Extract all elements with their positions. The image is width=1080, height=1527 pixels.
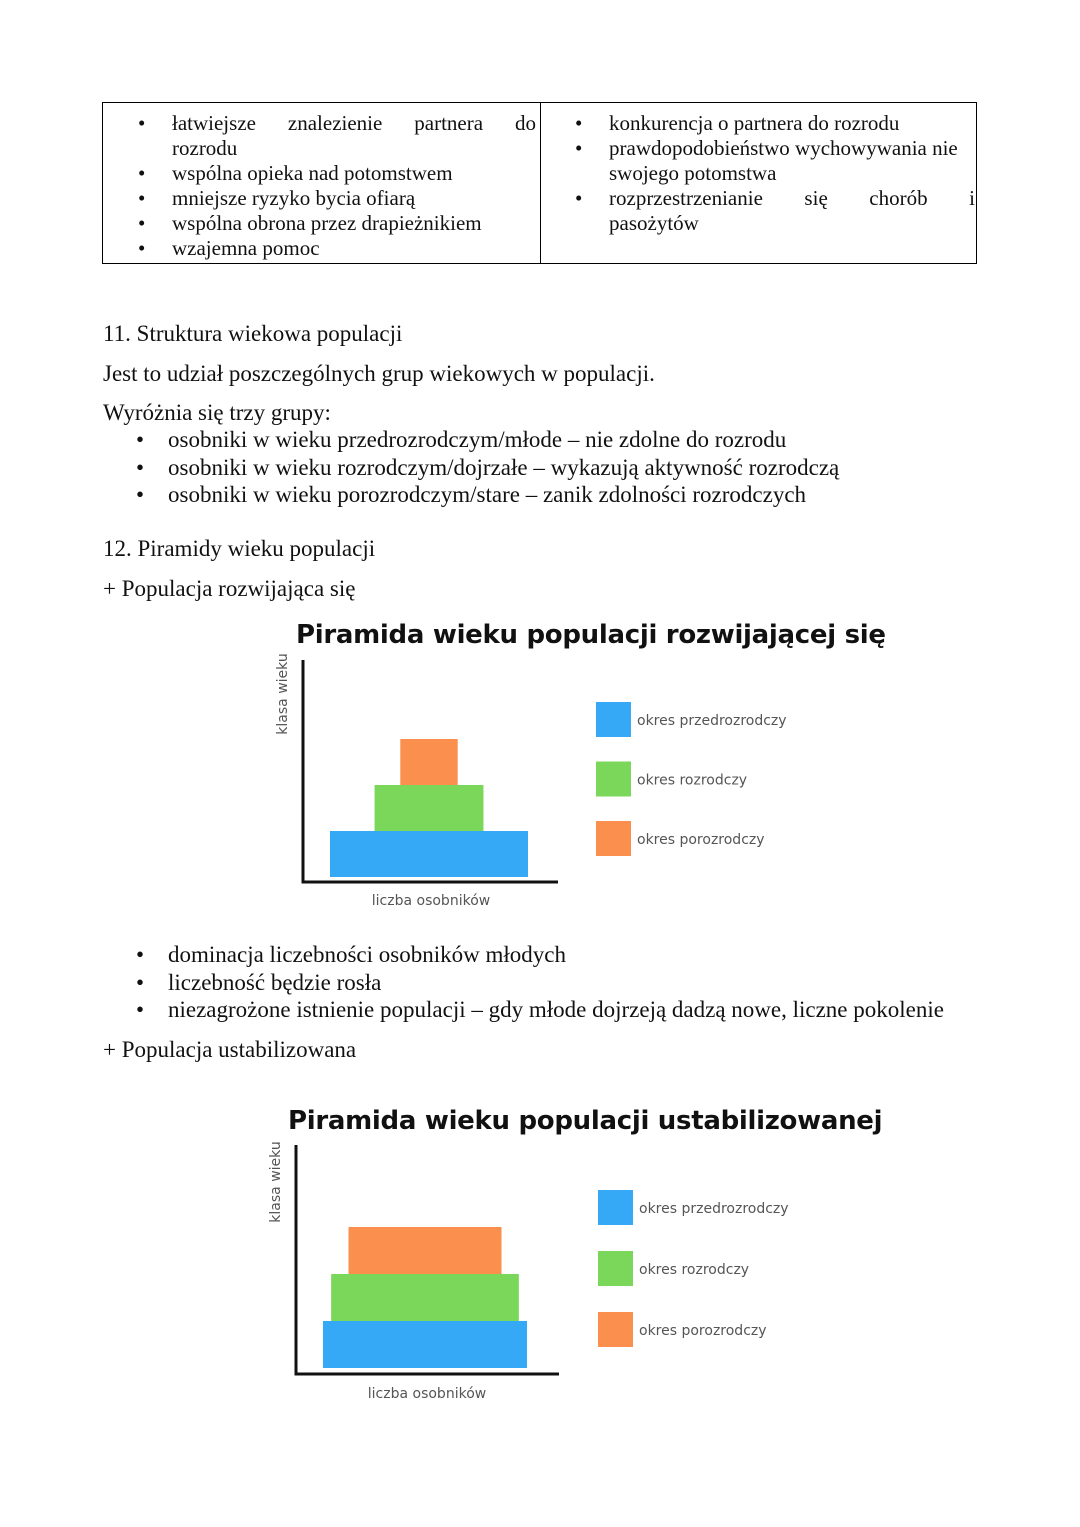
subsection-growing: + Populacja rozwijająca się <box>103 576 356 601</box>
list-item: • liczebność będzie rosła <box>132 969 944 997</box>
section-11-definition: Jest to udział poszczególnych grup wiekowych w populacji. <box>103 361 655 386</box>
growing-points-list <box>132 941 944 1024</box>
list-item: • niezagrożone istnienie populacji – gdy młode dojrzeją dadzą nowe, liczne pokolenie <box>132 996 944 1024</box>
pros-cell <box>136 111 536 261</box>
bar-2 <box>331 1274 519 1321</box>
legend-label-3: okres porozrodczy <box>639 1323 767 1339</box>
chart-2-title: Piramida wieku populacji ustabilizowanej <box>288 1106 883 1136</box>
list-item: • wspólna obrona przez drapieżnikiem <box>136 211 536 236</box>
section-11-intro: Wyróżnia się trzy grupy: <box>103 400 331 425</box>
pros-cons-table <box>102 102 977 264</box>
bar-3 <box>400 739 457 785</box>
list-item: • dominacja liczebności osobników młodych <box>132 941 944 969</box>
section-12-heading: 12. Piramidy wieku populacji <box>103 536 376 561</box>
section-11-heading: 11. Struktura wiekowa populacji <box>103 321 403 346</box>
legend-swatch-2 <box>596 762 631 797</box>
y-axis-label: klasa wieku <box>268 1141 284 1223</box>
chart-1-title: Piramida wieku populacji rozwijającej się <box>296 620 886 650</box>
subsection-stable: + Populacja ustabilizowana <box>103 1037 357 1062</box>
list-item: • osobniki w wieku rozrodczym/dojrzałe – wykazują aktywność rozrodczą <box>132 454 839 482</box>
list-item: • osobniki w wieku porozrodczym/stare – zanik zdolności rozrodczych <box>132 481 839 509</box>
list-item: • mniejsze ryzyko bycia ofiarą <box>136 186 536 211</box>
list-item-continuation: swojego potomstwa <box>609 161 777 185</box>
cons-cell <box>573 111 975 236</box>
legend-label-1: okres przedrozrodczy <box>637 713 787 729</box>
x-axis-label: liczba osobników <box>367 1386 487 1402</box>
bar-2 <box>375 785 484 831</box>
list-item: • wspólna opieka nad potomstwem <box>136 161 536 186</box>
x-axis-label: liczba osobników <box>371 893 491 909</box>
legend-label-2: okres rozrodczy <box>637 772 748 789</box>
legend-swatch-2 <box>598 1251 633 1286</box>
bar-1 <box>330 831 528 877</box>
list-item-continuation: rozrodu <box>172 136 238 160</box>
bar-1 <box>323 1321 527 1368</box>
bar-3 <box>349 1227 502 1274</box>
legend-label-3: okres porozrodczy <box>637 832 765 848</box>
legend-swatch-3 <box>598 1312 633 1347</box>
list-item: • łatwiejsze znalezienie partnera do <box>136 111 536 136</box>
legend-swatch-1 <box>598 1190 633 1225</box>
list-item-continuation: pasożytów <box>609 211 699 235</box>
table-divider <box>540 103 541 263</box>
list-item: • rozprzestrzenianie się chorób i <box>573 186 975 211</box>
legend-swatch-1 <box>596 702 631 737</box>
legend-label-1: okres przedrozrodczy <box>639 1201 789 1217</box>
list-item: • wzajemna pomoc <box>136 236 536 261</box>
y-axis-label: klasa wieku <box>275 653 291 735</box>
legend-swatch-3 <box>596 821 631 856</box>
list-item: • prawdopodobieństwo wychowywania nie <box>573 136 975 161</box>
list-item: • osobniki w wieku przedrozrodczym/młode – nie zdolne do rozrodu <box>132 426 839 454</box>
legend-label-2: okres rozrodczy <box>639 1262 750 1278</box>
age-groups-list <box>132 426 839 509</box>
list-item: • konkurencja o partnera do rozrodu <box>573 111 975 136</box>
